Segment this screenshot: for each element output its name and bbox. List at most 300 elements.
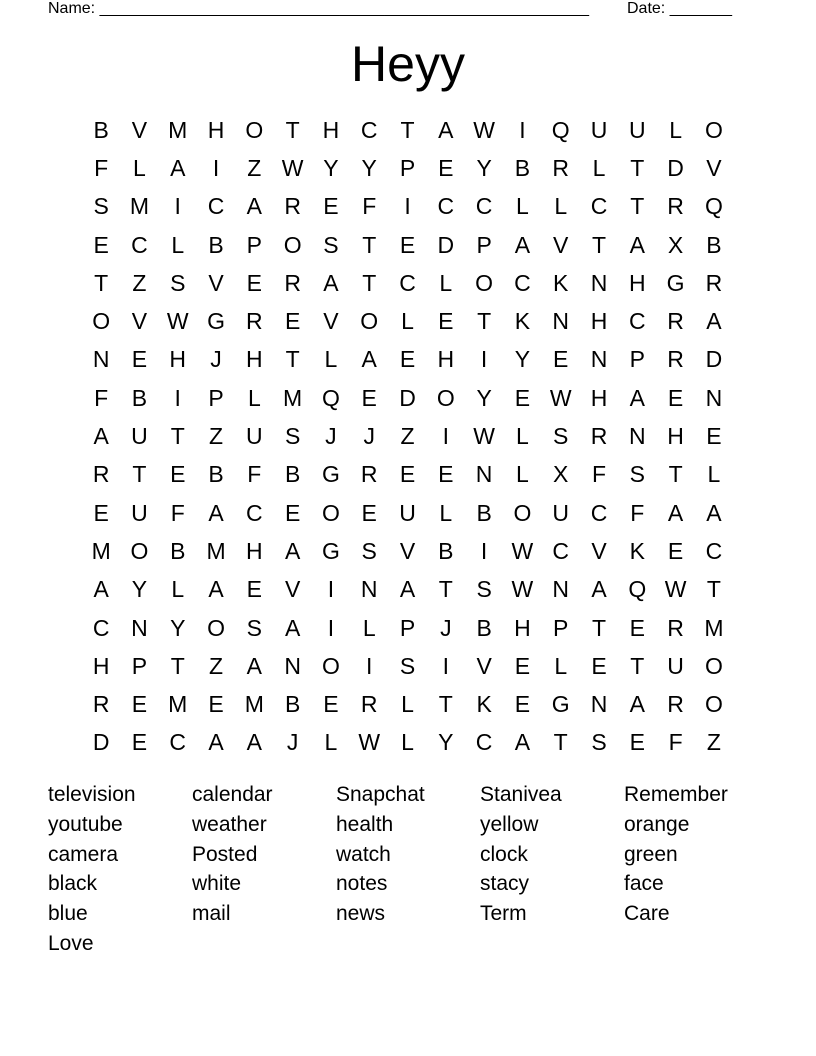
grid-letter: F — [630, 499, 645, 526]
word-list-item: Term — [480, 902, 527, 926]
grid-letter: B — [170, 537, 186, 564]
grid-letter: C — [475, 193, 493, 220]
grid-letter: M — [129, 193, 150, 220]
word-list-item: Love — [48, 931, 94, 955]
grid-row — [82, 341, 734, 379]
grid-letter: A — [93, 423, 109, 450]
grid-letter: A — [438, 116, 454, 143]
grid-letter: L — [401, 691, 414, 718]
grid-letter: R — [552, 154, 570, 181]
grid-letter: Y — [438, 729, 454, 756]
grid-letter: B — [208, 231, 224, 258]
grid-letter: H — [246, 537, 263, 564]
grid-row — [82, 494, 734, 532]
grid-letter: H — [437, 346, 455, 373]
grid-letter: T — [591, 231, 607, 258]
grid-letter: Z — [209, 423, 224, 450]
grid-letter: I — [366, 652, 373, 679]
grid-letter: M — [168, 116, 188, 143]
grid-letter: O — [283, 231, 302, 258]
grid-letter: Q — [628, 576, 647, 603]
grid-letter: R — [284, 269, 301, 296]
grid-letter: K — [629, 537, 645, 564]
grid-letter: C — [207, 193, 225, 220]
grid-letter: T — [706, 576, 721, 603]
grid-letter: A — [208, 499, 224, 526]
grid-letter: Q — [704, 193, 723, 220]
grid-letter: O — [321, 499, 340, 526]
grid-letter: T — [591, 614, 607, 641]
grid-letter: A — [629, 231, 645, 258]
grid-letter: A — [170, 154, 186, 181]
grid-letter: F — [247, 461, 262, 488]
grid-letter: E — [208, 691, 224, 718]
word-list-item: Posted — [192, 842, 258, 866]
grid-row — [82, 226, 734, 264]
grid-letter: D — [667, 154, 684, 181]
grid-letter: I — [480, 346, 488, 373]
grid-letter: E — [514, 384, 531, 411]
grid-letter: T — [400, 116, 415, 143]
grid-letter: R — [360, 461, 378, 488]
grid-letter: S — [629, 461, 645, 488]
grid-row — [82, 379, 734, 417]
grid-row — [82, 149, 734, 187]
grid-letter: Z — [209, 652, 224, 679]
grid-letter: G — [666, 269, 685, 296]
grid-letter: E — [706, 423, 722, 450]
grid-letter: T — [362, 231, 377, 258]
grid-row — [82, 571, 734, 609]
grid-letter: C — [246, 499, 263, 526]
grid-letter: I — [174, 193, 181, 220]
grid-letter: T — [285, 116, 300, 143]
grid-letter: A — [246, 652, 262, 679]
grid-letter: E — [629, 729, 645, 756]
grid-letter: T — [553, 729, 568, 756]
grid-letter: E — [591, 652, 607, 679]
grid-letter: A — [514, 231, 531, 258]
grid-letter: Y — [514, 346, 531, 373]
grid-letter: E — [246, 576, 262, 603]
grid-letter: R — [246, 308, 263, 335]
grid-letter: B — [93, 116, 109, 143]
grid-letter: V — [399, 537, 416, 564]
grid-letter: O — [130, 537, 149, 564]
grid-letter: G — [321, 461, 340, 488]
grid-letter: O — [704, 116, 723, 143]
grid-letter: C — [360, 116, 378, 143]
grid-letter: I — [480, 537, 488, 564]
grid-letter: E — [170, 461, 186, 488]
grid-letter: T — [668, 461, 683, 488]
grid-letter: W — [473, 116, 495, 143]
grid-letter: H — [667, 423, 684, 450]
grid-letter: S — [284, 423, 301, 450]
word-list-item: camera — [48, 842, 119, 866]
grid-letter: U — [667, 652, 684, 679]
grid-letter: E — [514, 691, 531, 718]
grid-letter: B — [476, 614, 492, 641]
grid-letter: J — [325, 423, 337, 450]
grid-letter: Y — [476, 384, 492, 411]
word-list-item: watch — [336, 842, 391, 866]
grid-letter: A — [246, 729, 262, 756]
grid-letter: R — [667, 308, 684, 335]
grid-letter: I — [519, 116, 526, 143]
grid-row — [82, 188, 734, 226]
grid-letter: B — [438, 537, 454, 564]
grid-letter: A — [629, 384, 645, 411]
grid-letter: S — [93, 193, 109, 220]
grid-letter: E — [438, 461, 454, 488]
grid-letter: M — [244, 691, 264, 718]
grid-row — [82, 456, 734, 494]
grid-letter: K — [553, 269, 569, 296]
grid-letter: S — [246, 614, 262, 641]
word-list-item: white — [192, 872, 242, 896]
grid-letter: H — [322, 116, 340, 143]
word-list-item: youtube — [48, 812, 123, 836]
grid-letter: Z — [400, 423, 415, 450]
grid-letter: B — [706, 231, 722, 258]
grid-letter: B — [208, 461, 224, 488]
grid-letter: W — [166, 308, 189, 335]
grid-letter: A — [93, 576, 109, 603]
grid-letter: R — [92, 461, 110, 488]
grid-letter: P — [399, 614, 416, 641]
letter-grid — [82, 111, 734, 762]
grid-row — [82, 685, 734, 723]
grid-letter: I — [212, 154, 220, 181]
grid-letter: N — [552, 308, 570, 335]
grid-letter: F — [668, 729, 683, 756]
grid-letter: T — [630, 193, 645, 220]
grid-letter: F — [94, 384, 109, 411]
grid-letter: L — [401, 729, 414, 756]
grid-letter: O — [704, 691, 723, 718]
grid-row — [82, 647, 734, 685]
grid-letter: E — [93, 231, 109, 258]
grid-letter: O — [245, 116, 264, 143]
grid-letter: T — [362, 269, 377, 296]
grid-letter: E — [131, 691, 148, 718]
grid-letter: O — [207, 614, 225, 641]
grid-letter: Y — [361, 154, 377, 181]
grid-letter: S — [170, 269, 186, 296]
grid-letter: Y — [476, 154, 492, 181]
grid-letter: L — [401, 308, 414, 335]
grid-letter: V — [284, 576, 301, 603]
grid-letter: H — [246, 346, 263, 373]
grid-letter: A — [361, 346, 377, 373]
grid-letter: U — [628, 116, 646, 143]
grid-letter: E — [667, 537, 684, 564]
grid-row — [82, 532, 734, 570]
grid-letter: E — [131, 346, 148, 373]
grid-letter: A — [591, 576, 607, 603]
grid-letter: Z — [706, 729, 721, 756]
grid-letter: N — [360, 576, 378, 603]
grid-letter: A — [246, 193, 262, 220]
grid-letter: O — [92, 308, 111, 335]
grid-letter: P — [399, 154, 416, 181]
grid-letter: B — [476, 499, 492, 526]
grid-letter: S — [399, 652, 416, 679]
grid-letter: D — [399, 384, 416, 411]
grid-letter: N — [92, 346, 110, 373]
word-list-item: calendar — [192, 783, 273, 806]
grid-letter: T — [285, 346, 300, 373]
grid-letter: N — [284, 652, 301, 679]
word-list-item: Snapchat — [336, 783, 425, 806]
grid-letter: H — [590, 384, 608, 411]
grid-letter: W — [358, 729, 381, 756]
grid-letter: L — [554, 652, 568, 679]
grid-letter: R — [360, 691, 378, 718]
name-field: Name: _______________________________________________________ — [48, 0, 589, 17]
grid-letter: I — [327, 614, 335, 641]
grid-letter: H — [169, 346, 187, 373]
grid-letter: E — [629, 614, 645, 641]
grid-letter: J — [210, 346, 222, 373]
grid-letter: L — [516, 423, 529, 450]
grid-letter: M — [283, 384, 303, 411]
grid-letter: W — [281, 154, 304, 181]
grid-letter: K — [514, 308, 531, 335]
grid-letter: C — [475, 729, 493, 756]
word-list-item: green — [624, 842, 678, 866]
grid-letter: E — [93, 499, 109, 526]
grid-letter: R — [284, 193, 301, 220]
grid-letter: E — [323, 193, 339, 220]
grid-letter: C — [514, 269, 531, 296]
grid-row — [82, 302, 734, 340]
grid-letter: M — [704, 614, 724, 641]
grid-letter: B — [514, 154, 531, 181]
grid-letter: V — [553, 231, 569, 258]
grid-letter: O — [513, 499, 532, 526]
word-list-item: yellow — [480, 812, 539, 836]
grid-letter: M — [91, 537, 111, 564]
grid-letter: C — [92, 614, 110, 641]
grid-letter: L — [247, 384, 261, 411]
grid-letter: L — [171, 576, 185, 603]
grid-letter: E — [399, 461, 416, 488]
grid-letter: J — [363, 423, 375, 450]
grid-letter: L — [439, 499, 453, 526]
grid-letter: V — [591, 537, 607, 564]
grid-letter: D — [705, 346, 723, 373]
grid-letter: N — [590, 691, 608, 718]
grid-letter: E — [438, 308, 454, 335]
grid-letter: I — [404, 193, 411, 220]
grid-letter: E — [361, 384, 377, 411]
grid-letter: G — [551, 691, 570, 718]
word-list-item: weather — [192, 812, 267, 836]
grid-row — [82, 264, 734, 302]
grid-letter: R — [667, 691, 684, 718]
grid-letter: R — [705, 269, 723, 296]
grid-letter: B — [284, 461, 301, 488]
grid-letter: A — [284, 537, 301, 564]
grid-letter: Y — [323, 154, 339, 181]
grid-row — [82, 609, 734, 647]
grid-letter: F — [591, 461, 607, 488]
grid-letter: W — [549, 384, 572, 411]
grid-letter: C — [437, 193, 455, 220]
grid-letter: Z — [247, 154, 262, 181]
grid-letter: U — [590, 116, 608, 143]
grid-letter: N — [552, 576, 570, 603]
grid-letter: P — [131, 652, 148, 679]
grid-letter: C — [131, 231, 148, 258]
grid-letter: P — [246, 231, 262, 258]
grid-letter: B — [131, 384, 148, 411]
grid-row — [82, 111, 734, 149]
grid-letter: A — [629, 691, 645, 718]
word-list-item: Care — [624, 902, 670, 926]
grid-letter: H — [628, 269, 646, 296]
word-list-item: clock — [480, 842, 528, 866]
grid-letter: H — [590, 308, 608, 335]
grid-letter: E — [438, 154, 454, 181]
grid-letter: Y — [170, 614, 186, 641]
word-list-item: stacy — [480, 872, 530, 896]
grid-row — [82, 724, 734, 762]
grid-letter: A — [514, 729, 531, 756]
grid-letter: C — [705, 537, 723, 564]
grid-letter: T — [94, 269, 109, 296]
grid-letter: X — [667, 231, 684, 258]
grid-letter: E — [246, 269, 262, 296]
grid-letter: E — [514, 652, 531, 679]
grid-letter: A — [208, 576, 224, 603]
grid-letter: U — [131, 499, 148, 526]
grid-letter: V — [208, 269, 224, 296]
grid-letter: F — [170, 499, 185, 526]
grid-letter: L — [362, 614, 376, 641]
grid-letter: X — [553, 461, 569, 488]
grid-letter: Y — [131, 576, 148, 603]
grid-letter: O — [704, 652, 723, 679]
grid-letter: E — [399, 346, 416, 373]
grid-letter: P — [629, 346, 645, 373]
grid-letter: T — [630, 154, 645, 181]
word-list-item: blue — [48, 902, 88, 926]
grid-letter: J — [286, 729, 299, 756]
grid-letter: R — [667, 614, 684, 641]
grid-letter: T — [630, 652, 645, 679]
word-list — [48, 782, 788, 961]
grid-letter: L — [592, 154, 606, 181]
grid-letter: D — [437, 231, 455, 258]
grid-letter: E — [284, 308, 301, 335]
grid-letter: A — [667, 499, 684, 526]
grid-letter: W — [511, 576, 534, 603]
grid-letter: O — [321, 652, 340, 679]
grid-letter: N — [705, 384, 723, 411]
grid-letter: V — [131, 116, 148, 143]
grid-letter: M — [206, 537, 226, 564]
grid-letter: L — [669, 116, 682, 143]
grid-letter: V — [706, 154, 722, 181]
grid-letter: U — [399, 499, 416, 526]
grid-letter: E — [667, 384, 684, 411]
grid-letter: F — [362, 193, 377, 220]
grid-letter: B — [284, 691, 301, 718]
grid-letter: L — [324, 346, 338, 373]
grid-letter: E — [284, 499, 301, 526]
grid-letter: V — [131, 308, 148, 335]
grid-letter: L — [516, 461, 529, 488]
grid-letter: C — [590, 499, 608, 526]
grid-letter: A — [208, 729, 224, 756]
grid-letter: E — [553, 346, 569, 373]
page-title: Heyy — [351, 36, 465, 92]
word-list-item: orange — [624, 812, 690, 836]
word-list-item: mail — [192, 902, 231, 926]
word-list-item: notes — [336, 872, 388, 896]
grid-letter: O — [360, 308, 379, 335]
word-list-item: black — [48, 872, 98, 896]
grid-letter: T — [170, 423, 185, 450]
word-list-item: Stanivea — [480, 783, 562, 806]
word-list-item: Remember — [624, 783, 728, 806]
grid-letter: U — [552, 499, 570, 526]
grid-letter: T — [170, 652, 185, 679]
grid-letter: R — [667, 193, 684, 220]
grid-letter: N — [475, 461, 493, 488]
grid-letter: H — [514, 614, 531, 641]
grid-letter: J — [440, 614, 452, 641]
grid-letter: W — [511, 537, 534, 564]
grid-letter: P — [476, 231, 492, 258]
grid-letter: A — [706, 499, 722, 526]
grid-letter: W — [664, 576, 687, 603]
grid-letter: U — [131, 423, 148, 450]
grid-letter: L — [324, 729, 338, 756]
grid-letter: I — [442, 423, 450, 450]
grid-letter: R — [590, 423, 608, 450]
grid-letter: G — [207, 308, 225, 335]
grid-letter: N — [628, 423, 646, 450]
grid-letter: L — [171, 231, 185, 258]
grid-letter: I — [174, 384, 181, 411]
grid-letter: R — [667, 346, 684, 373]
grid-letter: L — [707, 461, 721, 488]
grid-letter: S — [553, 423, 569, 450]
grid-row — [82, 417, 734, 455]
grid-letter: W — [473, 423, 495, 450]
grid-letter: I — [327, 576, 335, 603]
grid-letter: T — [438, 691, 453, 718]
grid-letter: P — [208, 384, 224, 411]
word-list-item: health — [336, 812, 394, 836]
date-field: Date: _______ — [627, 0, 732, 17]
grid-letter: A — [323, 269, 339, 296]
grid-letter: A — [399, 576, 416, 603]
grid-letter: Z — [132, 269, 147, 296]
word-list-item: television — [48, 783, 136, 806]
grid-letter: S — [591, 729, 607, 756]
grid-letter: T — [438, 576, 453, 603]
grid-letter: Q — [551, 116, 570, 143]
grid-letter: V — [323, 308, 339, 335]
grid-letter: A — [706, 308, 722, 335]
grid-letter: N — [131, 614, 148, 641]
grid-letter: S — [323, 231, 339, 258]
